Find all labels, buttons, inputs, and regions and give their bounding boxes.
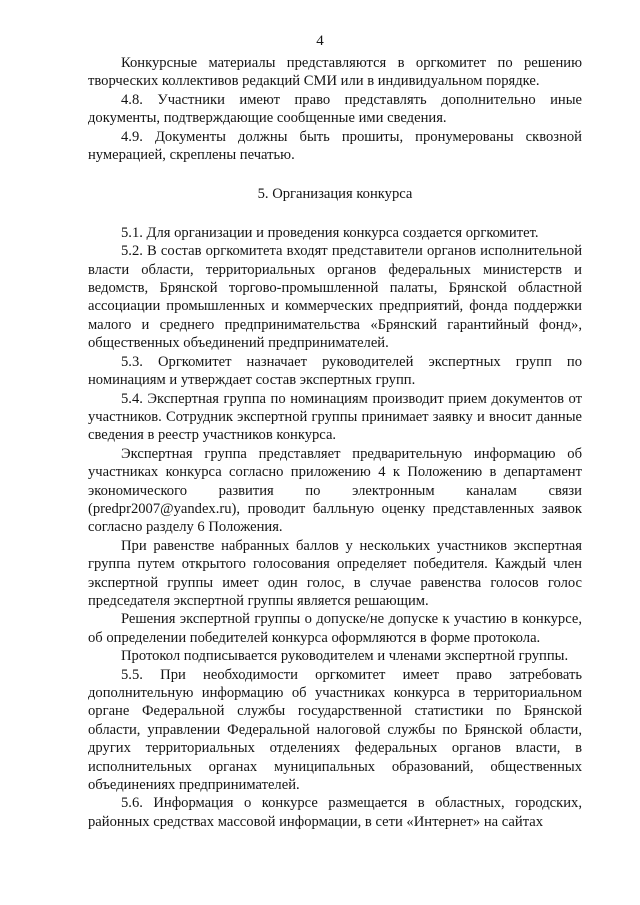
paragraph: При равенстве набранных баллов у нескольких участников экспертная группа путем открытого голосования определяет победителя. Каждый член экспертной группы имеет один голос, в случае равенства голосов голос председателя экспертной группы является решающим. — [88, 537, 582, 609]
paragraph: Конкурсные материалы представляются в оргкомитет по решению творческих коллективов редакций СМИ или в индивидуальном порядке. — [88, 55, 582, 90]
page-number: 4 — [316, 33, 324, 49]
paragraph: 5.3. Оргкомитет назначает руководителей экспертных групп по номинациям и утверждает состав экспертных групп. — [88, 353, 582, 389]
paragraph: 5.4. Экспертная группа по номинациям производит прием документов от участников. Сотрудник экспертной группы принимает заявку и вносит данные сведения в реестр участников конкурса. — [88, 390, 582, 444]
spacer — [88, 204, 582, 224]
paragraph: 4.9. Документы должны быть прошиты, пронумерованы сквозной нумерацией, скреплены печатью. — [88, 128, 582, 164]
paragraph: Решения экспертной группы о допуске/не допуске к участию в конкурсе, об определении победителей конкурса оформляются в форме протокола. — [88, 611, 582, 646]
paragraph: 5.2. В состав оргкомитета входят представители органов исполнительной власти области, территориальных органов федеральных министерств и ведомств, Брянской торгово-промышленной палаты, Брянской областной ассоциации промышленных и коммерческих предприятий, фонда поддержки малого и среднего предпринимательства «Брянский гарантийный фонд», общественных объединений предпринимателей. — [88, 243, 582, 352]
paragraph: 5.5. При необходимости оргкомитет имеет право затребовать дополнительную информацию об участниках конкурса в территориальном органе Федеральной службы государственной статистики по Брянской области, управлении Федеральной налоговой службы по Брянской области, других территориальных отделениях федеральных органов власти, в исполнительных органах муниципальных образований, общественных объединениях предпринимателей. — [88, 666, 582, 794]
paragraph: Экспертная группа представляет предварительную информацию об участниках конкурса согласно приложению 4 к Положению в департамент экономического развития по электронным каналам связи (predpr2007@yandex.ru), проводит балльную оценку представленных заявок согласно разделу 6 Положения. — [88, 445, 582, 536]
paragraph: Протокол подписывается руководителем и членами экспертной группы. — [121, 648, 569, 665]
paragraph: 4.8. Участники имеют право представлять дополнительно иные документы, подтверждающие сообщенные ими сведения. — [88, 91, 582, 127]
section-heading: 5. Организация конкурса — [257, 186, 413, 203]
paragraph: 5.6. Информация о конкурсе размещается в областных, городских, районных средствах массовой информации, в сети «Интернет» на сайтах — [88, 795, 582, 830]
paragraph: 5.1. Для организации и проведения конкурса создается оргкомитет. — [121, 224, 539, 241]
spacer — [88, 164, 582, 185]
document-body — [88, 54, 582, 831]
